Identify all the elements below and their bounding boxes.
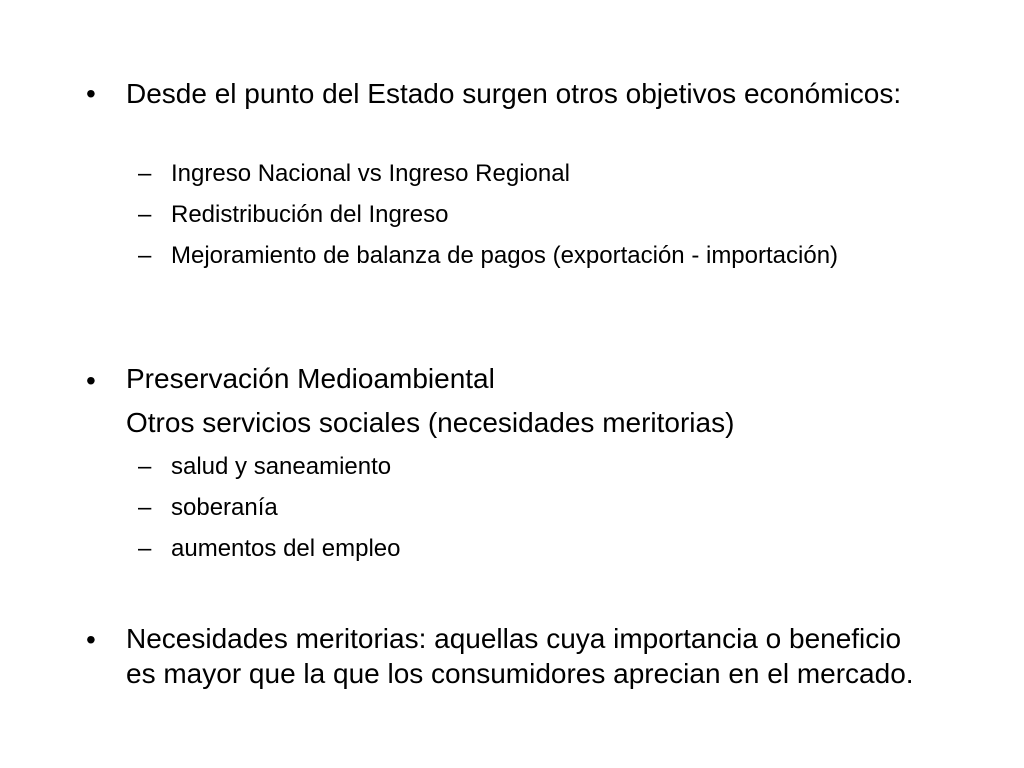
bullet-text-servicios-sociales: Otros servicios sociales (necesidades meritorias) <box>126 407 735 438</box>
subitem-salud: salud y saneamiento <box>171 453 392 480</box>
dash-marker: – <box>138 453 152 480</box>
subitem-redistribucion: Redistribución del Ingreso <box>171 201 449 228</box>
bullet-text-preservacion: Preservación Medioambiental <box>126 363 495 394</box>
dash-marker: – <box>138 494 152 521</box>
bullet-text-objetivos: Desde el punto del Estado surgen otros objetivos económicos: <box>126 78 902 109</box>
dash-marker: – <box>138 201 152 228</box>
bullet-marker: • <box>86 78 96 109</box>
dash-marker: – <box>138 535 152 562</box>
dash-marker: – <box>138 242 152 269</box>
subitem-soberania: soberanía <box>171 494 278 521</box>
bullet-marker: • <box>86 624 96 655</box>
bullet-marker: • <box>86 365 96 396</box>
dash-marker: – <box>138 160 152 187</box>
subitem-ingreso-nacional: Ingreso Nacional vs Ingreso Regional <box>171 160 570 187</box>
subitem-balanza-pagos: Mejoramiento de balanza de pagos (exportación - importación) <box>171 242 839 269</box>
subitem-empleo: aumentos del empleo <box>171 535 401 562</box>
bullet-text-necesidades-meritorias: Necesidades meritorias: aquellas cuya importancia o beneficio es mayor que la que los consumidores aprecian en el mercado. <box>126 623 914 689</box>
